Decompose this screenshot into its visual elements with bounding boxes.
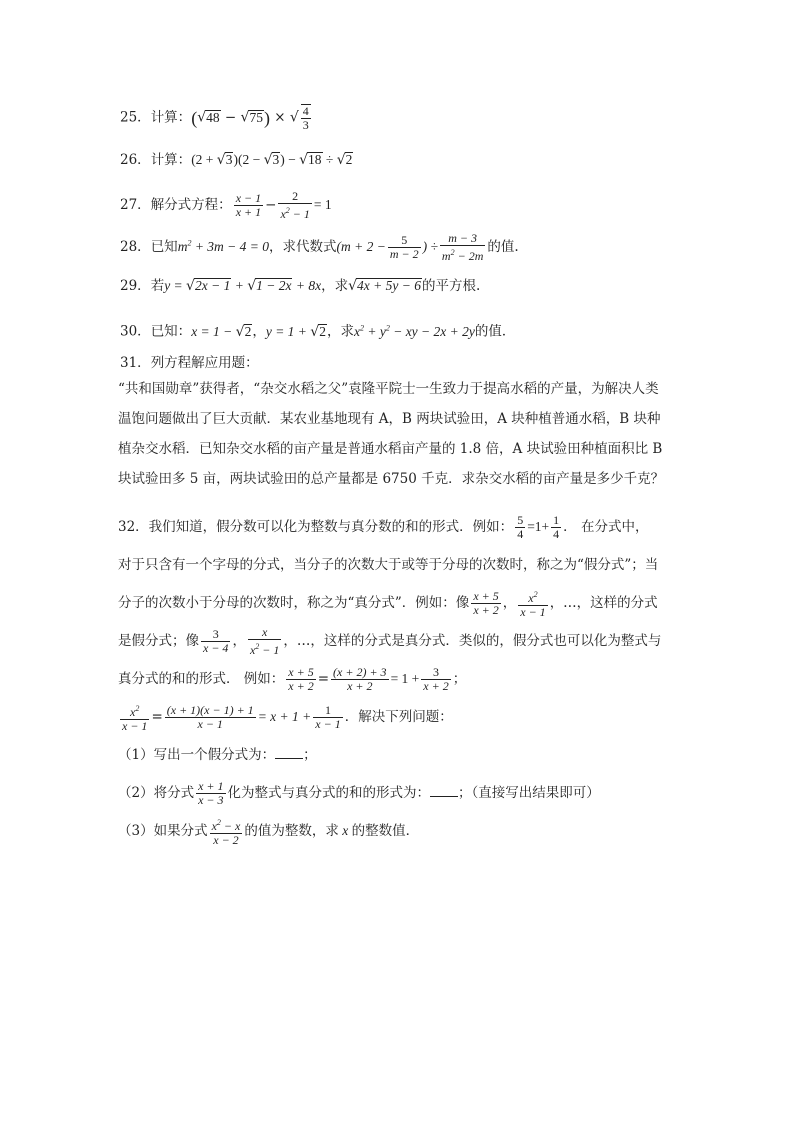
problem-27: 27．解分式方程： $\frac{x - 1}{x + 1}$ − $\frac{2}{x^2 - 1}$ = 1 (120, 189, 332, 221)
problem-text: 的平方根. (421, 278, 481, 294)
problem-text: 的值. (487, 239, 519, 255)
p32-line-4: 是假分式；像 $\frac{3}{x - 4}$ ， $\frac{x}{x^2 - 1}$ ，…，这样的分式是真分式．类似的，假分式也可以化为整式与 (118, 625, 662, 657)
problem-number: 27． (120, 197, 151, 213)
paragraph-line: “共和国勋章”获得者，“杂交水稻之父”袁隆平院士一生致力于提高水稻的产量，为解决人类 (118, 381, 659, 397)
p32-line-1: 32．我们知道，假分数可以化为整数与真分数的和的形式．例如： $\frac{5}{4}$ =1+ $\frac{1}{4}$ ． 在分式中， (118, 513, 649, 541)
problem-text: 已知： (150, 323, 192, 340)
p32-sub-2: （2）将分式 $\frac{x + 1}{x - 3}$ 化为整式与真分式的和的形式为： ；（直接写出结果即可） (118, 779, 600, 807)
problem-text: ， (252, 323, 266, 340)
problem-number: 30． (120, 323, 151, 340)
p32-line-3: 分子的次数小于分母的次数时，称之为“真分式”．例如：像 $\frac{x + 5}{x + 2}$ ， $\frac{x^2}{x - 1}$ ，…，这样的分式 (118, 589, 658, 619)
problem-text: ，求 (321, 278, 349, 294)
p32-line-6: $\frac{x^2}{x - 1}$ = $\frac{(x + 1)(x - 1) + 1}{x - 1}$ = x + 1 + $\frac{1}{x - 1}$ ．解决下列问题： (122, 703, 453, 733)
p32-line-2: 对于只含有一个字母的分式，当分子的次数大于或等于分母的次数时，称之为“假分式”；当 (118, 557, 659, 573)
problem-30: 30．已知：x = 1 − √2，y = 1 + √2，求$x^2 + y^2$ − xy − 2x + 2y的值． (120, 323, 516, 340)
problem-25: 25．计算：(√48 − √75) × √ $\frac{4}{3}$ (120, 104, 309, 132)
problem-number: 28． (120, 239, 151, 255)
problem-28: 28．已知$m^2 + 3m - 4 = 0$，求代数式(m + 2 − $\frac{5}{m - 2}$ ) ÷ $\frac{m - 3}{m^2 - 2m}$ 的值. (120, 231, 519, 263)
problem-26: 26．计算：(2 + √3)(2 − √3) − √18 ÷ √2 (120, 152, 353, 168)
problem-number: 25． (120, 109, 151, 126)
problem-32 (118, 508, 678, 850)
answer-blank (275, 746, 303, 759)
problem-number: 29． (120, 278, 151, 294)
problem-text: 已知 (150, 239, 178, 255)
problem-text: 的值． (474, 323, 516, 340)
problem-31-body (118, 374, 678, 494)
p32-sub-1: （1）写出一个假分式为： ； (118, 747, 317, 763)
p32-sub-3: （3）如果分式 $\frac{x^2 - x}{x - 2}$ 的值为整数，求 x 的整数值． (118, 818, 420, 847)
problem-number: 31． (120, 355, 151, 371)
problem-text: 列方程解应用题： (150, 355, 259, 371)
problem-text: 若 (150, 278, 165, 294)
problem-text: ，求代数式 (269, 239, 337, 255)
answer-blank (430, 784, 458, 797)
problem-29: 29．若y = √2x − 1 + √1 − 2x + 8x，求√4x + 5y − 6的平方根. (120, 278, 481, 294)
problem-31 (120, 353, 259, 373)
paragraph-line: 块试验田多 5 亩，两块试验田的总产量都是 6750 千克．求杂交水稻的亩产量是多少千克？ (118, 471, 665, 487)
problem-text: 计算： (150, 152, 192, 168)
p32-line-5: 真分式的和的形式． 例如： $\frac{x + 5}{x + 2}$ = $\frac{(x + 2) + 3}{x + 2}$ = 1 + $\frac{3}{x + 2}$ ； (118, 665, 467, 693)
problem-number: 26． (120, 152, 151, 168)
paragraph-line: 植杂交水稻．已知杂交水稻的亩产量是普通水稻亩产量的 1.8 倍，A 块试验田种植面积比 B (118, 441, 663, 457)
problem-text: 计算： (150, 109, 192, 126)
problem-text: ，求 (326, 323, 354, 340)
paragraph-line: 温饱问题做出了巨大贡献．某农业基地现有 A，B 两块试验田，A 块种植普通水稻，B 块种 (118, 411, 661, 427)
problem-text: 解分式方程： (150, 197, 232, 213)
